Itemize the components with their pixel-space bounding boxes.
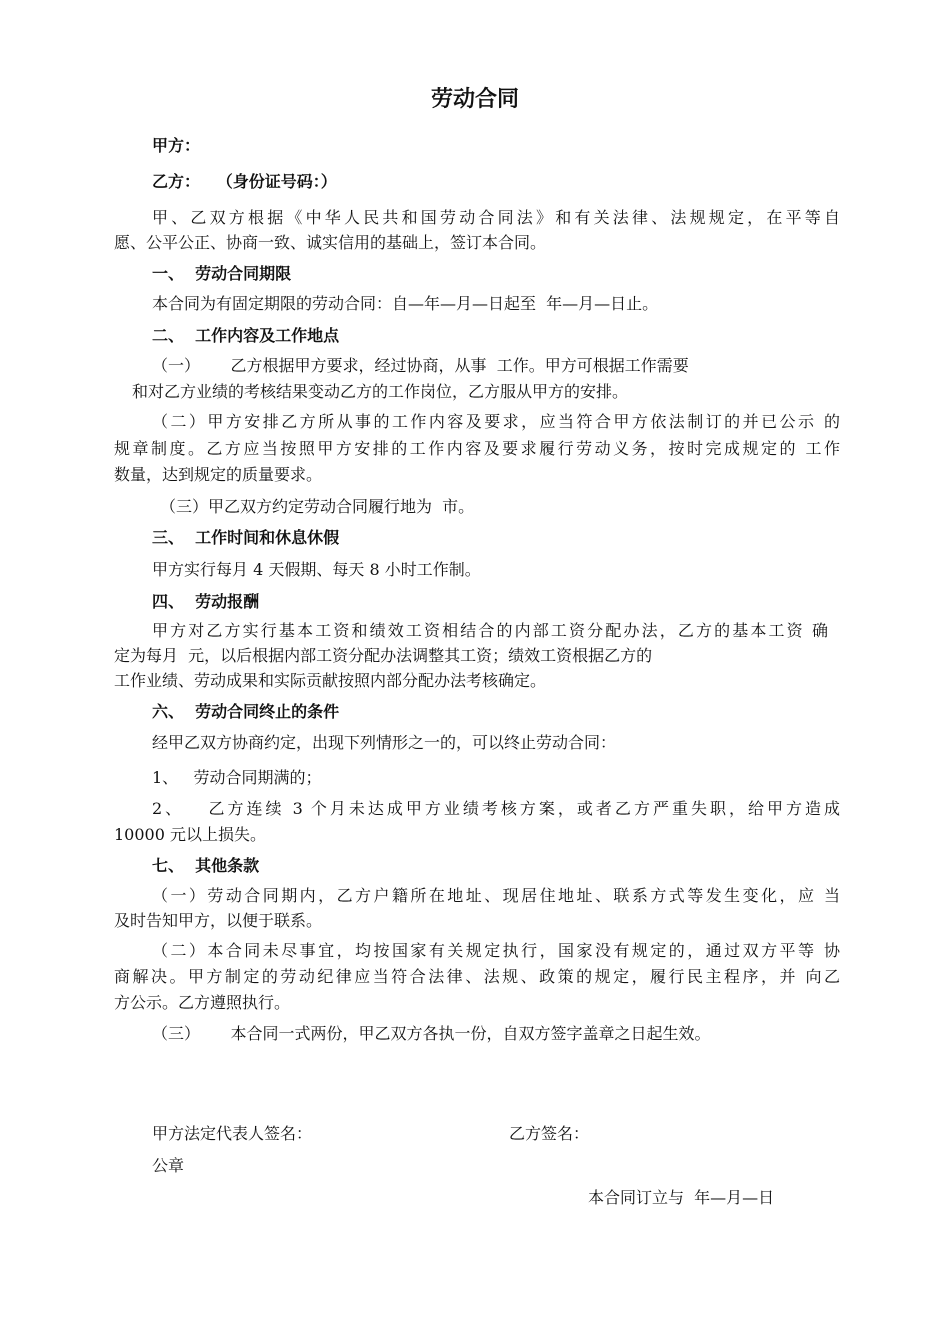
preamble-line-2: 愿、公平公正、协商一致、诚实信用的基础上，签订本合同。 [114,233,547,252]
section-4-line-2: 定为每月 元，以后根据内部工资分配办法调整其工资；绩效工资根据乙方的 [114,646,653,665]
section-2-item-1-line-1: （一） 乙方根据甲方要求，经过协商，从事 工作。甲方可根据工作需要 [152,356,689,375]
section-7-heading: 七、 其他条款 [152,856,260,875]
section-1-text: 本合同为有固定期限的劳动合同：自—年—月—日起至 年—月—日止。 [152,294,659,313]
section-2-item-2-line-3: 数量，达到规定的质量要求。 [114,465,323,484]
party-a-signature-label: 甲方法定代表人签名： [152,1124,313,1143]
section-6-heading: 六、 劳动合同终止的条件 [152,702,340,721]
section-2-item-2-line-1: （二）甲方安排乙方所从事的工作内容及要求，应当符合甲方依法制订的并已公示 的 [152,412,840,431]
section-6-item-2-line-2: 10000 元以上损失。 [114,825,266,844]
section-7-item-1-line-2: 及时告知甲方，以便于联系。 [114,911,323,930]
contract-date: 本合同订立与 年—月—日 [588,1188,775,1207]
party-a-label: 甲方： [152,136,201,155]
section-3-text: 甲方实行每月 4 天假期、每天 8 小时工作制。 [152,560,481,579]
seal-label: 公章 [152,1156,185,1175]
party-b-label: 乙方： （身份证号码：） [152,172,337,191]
section-6-item-1: 1、 劳动合同期满的； [152,768,322,787]
section-4-line-1: 甲方对乙方实行基本工资和绩效工资相结合的内部工资分配办法，乙方的基本工资 确 [152,621,828,640]
section-2-item-3: （三）甲乙双方约定劳动合同履行地为 市。 [160,497,475,516]
page-title: 劳动合同 [430,87,519,112]
section-7-item-2-line-2: 商解决。甲方制定的劳动纪律应当符合法律、法规、政策的规定，履行民主程序，并 向乙 [114,967,840,986]
section-3-heading: 三、 工作时间和休息休假 [152,528,340,547]
section-1-heading: 一、 劳动合同期限 [152,264,292,283]
section-6-intro: 经甲乙双方协商约定，出现下列情形之一的，可以终止劳动合同： [152,733,617,752]
party-b-signature-label: 乙方签名： [509,1124,590,1143]
section-2-heading: 二、 工作内容及工作地点 [152,326,340,345]
section-6-item-2-line-1: 2、 乙方连续 3 个月未达成甲方业绩考核方案，或者乙方严重失职，给甲方造成 [152,799,840,818]
section-7-item-2-line-1: （二）本合同未尽事宜，均按国家有关规定执行，国家没有规定的，通过双方平等 协 [152,941,840,960]
section-2-item-1-line-2: 和对乙方业绩的考核结果变动乙方的工作岗位，乙方服从甲方的安排。 [132,382,629,401]
section-2-item-2-line-2: 规章制度。乙方应当按照甲方安排的工作内容及要求履行劳动义务，按时完成规定的 工作 [114,439,840,458]
section-4-heading: 四、 劳动报酬 [152,592,260,611]
section-7-item-1-line-1: （一）劳动合同期内，乙方户籍所在地址、现居住地址、联系方式等发生变化，应 当 [152,886,840,905]
section-4-line-3: 工作业绩、劳动成果和实际贡献按照内部分配办法考核确定。 [114,671,547,690]
preamble-line-1: 甲、乙双方根据《中华人民共和国劳动合同法》和有关法律、法规规定，在平等自 [152,208,840,227]
section-7-item-2-line-3: 方公示。乙方遵照执行。 [114,993,291,1012]
section-7-item-3: （三） 本合同一式两份，甲乙双方各执一份，自双方签字盖章之日起生效。 [152,1024,711,1043]
